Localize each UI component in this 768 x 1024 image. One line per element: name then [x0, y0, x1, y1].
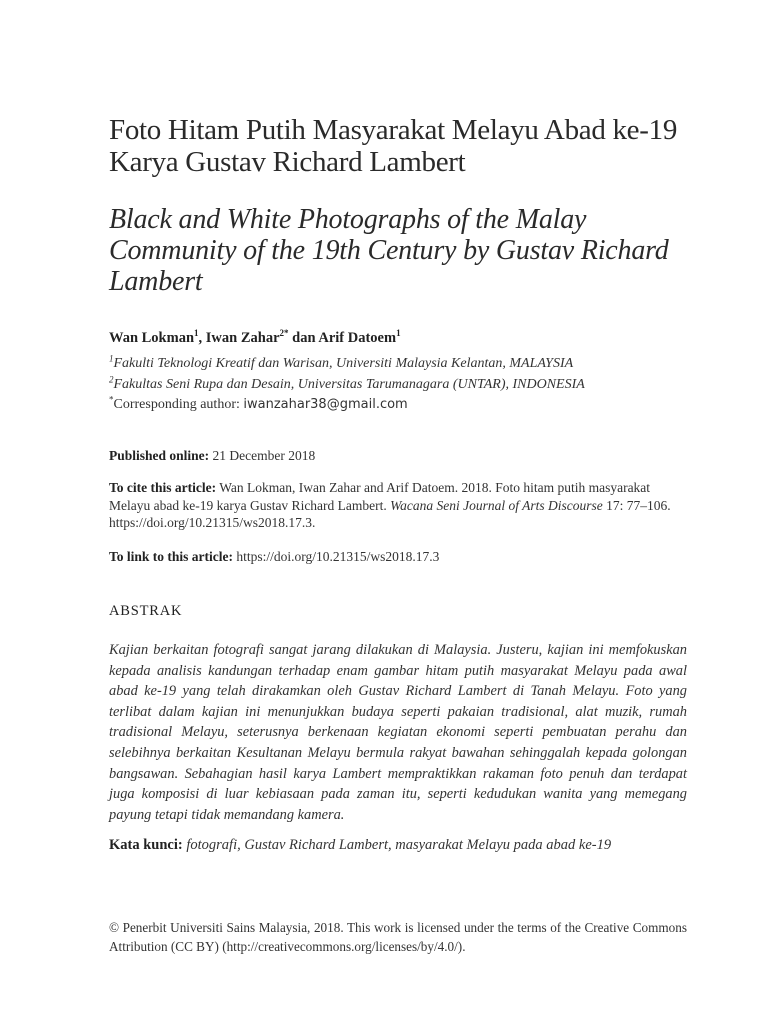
published-date: 21 December 2018	[212, 448, 316, 463]
corresponding-mark: *	[109, 394, 114, 405]
author-line	[109, 330, 401, 347]
author-separator: ,	[198, 330, 206, 346]
citation-text: Wan Lokman, Iwan Zahar and Arif Datoem. 2018. Foto hitam putih masyarakat Melayu abad ke-19 karya Gustav Richard Lambert.	[109, 480, 651, 513]
author-name: Arif Datoem	[318, 330, 397, 346]
email-link[interactable]: iwanzahar38@gmail.com	[243, 397, 408, 412]
keywords	[109, 837, 611, 854]
article-link	[109, 548, 687, 566]
author-affiliation-mark: 1	[194, 328, 199, 339]
author-separator: dan	[288, 330, 319, 346]
corresponding-author	[109, 394, 408, 413]
affiliation-2	[109, 374, 585, 393]
journal-name: Wacana Seni Journal of Arts Discourse	[390, 497, 603, 513]
abstract-body: Kajian berkaitan fotografi sangat jarang dilakukan di Malaysia. Justeru, kajian ini memfokuskan kepada analisis kandungan terhadap enam gambar hitam putih masyarakat Melayu pada awal abad ke-19 yang telah dirakamkan oleh Gustav Richard Lambert di Tanah Melayu. Foto yang terlibat dalam kajian ini menunjukkan budaya seperti pakaian tradisional, alat muzik, rumah tradisional Melayu, seterusnya berkenaan kegiatan ekonomi seperti pembuatan perahu dan selebihnya berkaitan Kesultanan Melayu bermula rakyat bawahan sehinggalah kepada golongan bangsawan. Sebahagian hasil karya Lambert mempraktikkan rakaman foto penuh dan terdapat juga komposisi di luar kebiasaan pada zaman itu, seperti kedudukan wanita yang memegang payung tetapi tidak memandang kamera.	[109, 642, 687, 823]
citation-label: To cite this article:	[109, 480, 217, 495]
affiliation-1	[109, 353, 574, 372]
author-affiliation-mark: 1	[396, 328, 401, 339]
affiliation-mark: 2	[109, 374, 114, 385]
author-affiliation-mark: 2*	[279, 328, 289, 339]
citation-doi: 17: 77–106. https://doi.org/10.21315/ws2018.17.3.	[109, 497, 671, 530]
affiliation-text: Fakultas Seni Rupa dan Desain, Universitas Tarumanagara (UNTAR), INDONESIA	[113, 377, 585, 392]
published-online	[109, 447, 687, 465]
citation	[109, 479, 687, 532]
doi-link[interactable]: https://doi.org/10.21315/ws2018.17.3	[236, 549, 440, 564]
title-malay: Foto Hitam Putih Masyarakat Melayu Abad ke-19 Karya Gustav Richard Lambert	[109, 114, 678, 178]
keywords-label: Kata kunci:	[109, 837, 183, 853]
keywords-text: fotografi, Gustav Richard Lambert, masyarakat Melayu pada abad ke-19	[186, 837, 612, 853]
link-label: To link to this article:	[109, 549, 234, 564]
author-name: Iwan Zahar	[205, 330, 280, 346]
title-english: Black and White Photographs of the Malay Community of the 19th Century by Gustav Richard Lambert	[109, 204, 669, 297]
license-footer: © Penerbit Universiti Sains Malaysia, 2018. This work is licensed under the terms of the Creative Commons Attribution (CC BY) (http://creativecommons.org/licenses/by/4.0/).	[109, 920, 687, 954]
affiliation-mark: 1	[109, 353, 114, 364]
affiliation-text: Fakulti Teknologi Kreatif dan Warisan, Universiti Malaysia Kelantan, MALAYSIA	[113, 356, 574, 371]
corresponding-label: Corresponding author:	[113, 397, 244, 412]
published-label: Published online:	[109, 448, 210, 463]
author-name: Wan Lokman	[109, 330, 195, 346]
abstract-heading: ABSTRAK	[109, 603, 183, 619]
